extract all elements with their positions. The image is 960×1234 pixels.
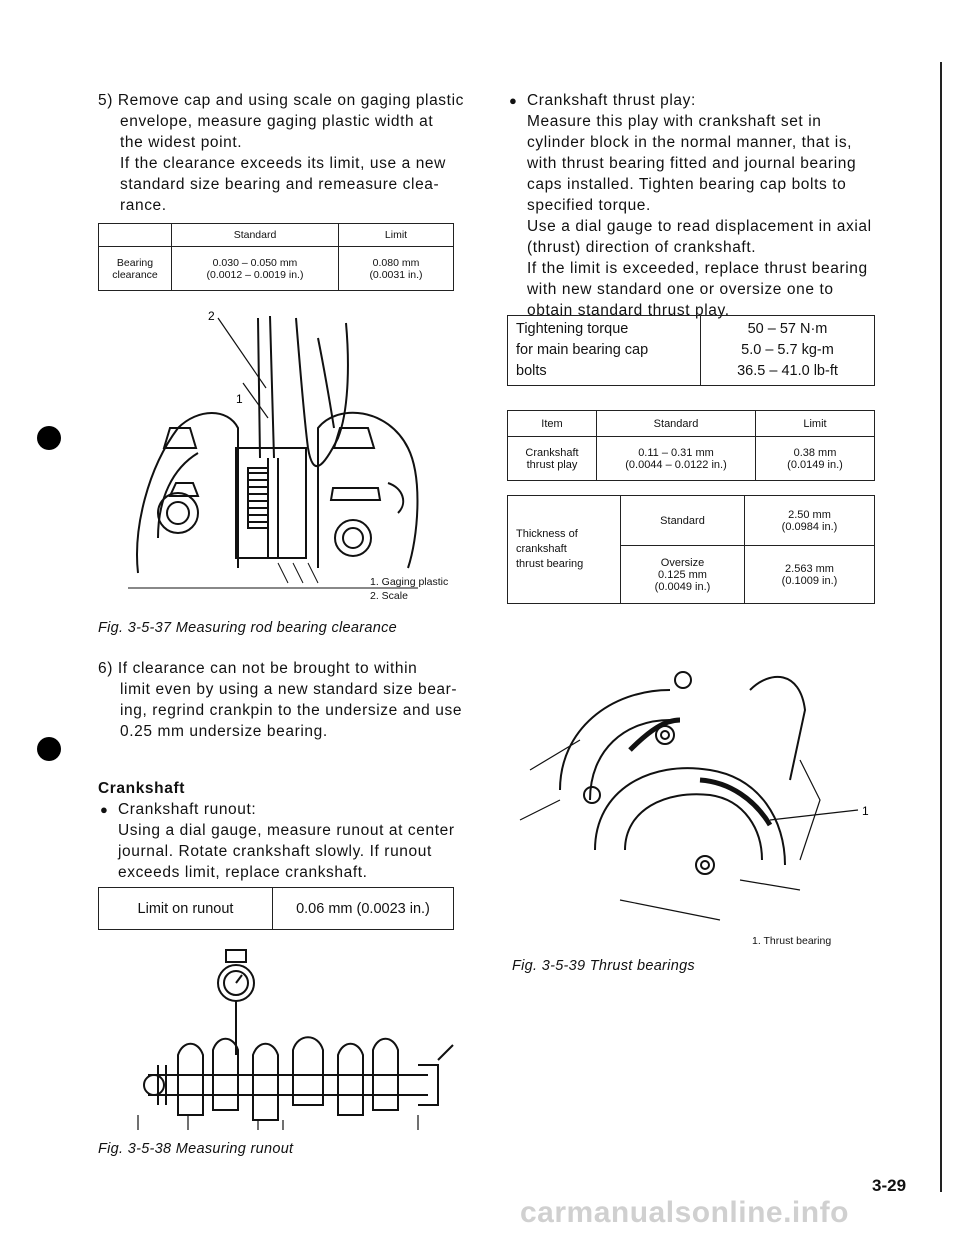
oversize-label: Oversize 0.125 mm (0.0049 in.) (621, 546, 745, 604)
callout-1: 1 (862, 804, 869, 818)
bullet-icon: ● (100, 802, 109, 817)
header-limit: Limit (756, 411, 875, 437)
runout-limit-table (98, 887, 454, 930)
thrust-play-paragraph: ● Crankshaft thrust play: Measure this play with crankshaft set in cylinder block in the normal manner, that is, with thrust bearing fitted and journal bearing caps installed. Tighten bearing cap bolts to specified torque. Use a dial gauge to read displacement in axial (thrust) direction of crankshaft. If the limit is exceeded, replace thrust bearing with new standard one or oversize one to obtain standard thrust play. (509, 92, 872, 319)
bullet-icon: ● (509, 93, 518, 108)
right-margin-rule (940, 62, 942, 1192)
limit-value: 0.38 mm (0.0149 in.) (756, 437, 875, 481)
legend-scale: 2. Scale (370, 590, 408, 602)
thrust-bearing-thickness-table (507, 495, 875, 604)
fig39-legend: 1. Thrust bearing (752, 935, 832, 947)
fig37-caption: Fig. 3-5-37 Measuring rod bearing clearance (98, 620, 398, 636)
row-label: Crankshaft thrust play (508, 437, 597, 481)
figure-rod-bearing-clearance (118, 308, 458, 608)
standard-thickness: 2.50 mm (0.0984 in.) (745, 496, 875, 546)
row-label: Bearing clearance (99, 247, 172, 291)
thrust-play-table (507, 410, 875, 481)
crankshaft-runout-illustration (118, 945, 458, 1130)
fig37-legend (370, 575, 448, 603)
fig39-caption: Fig. 3-5-39 Thrust bearings (512, 958, 695, 974)
step-5-paragraph: 5) Remove cap and using scale on gaging plastic envelope, measure gaging plastic width at the widest point. If the clearance exceeds its limit, use a new standard size bearing and remeasure clea- rance. (98, 92, 464, 214)
thrust-bearing-illustration (500, 650, 880, 930)
header-limit: Limit (339, 224, 454, 247)
header-item: Item (508, 411, 597, 437)
torque-label: Tightening torque for main bearing cap bolts (508, 316, 701, 386)
page-number: 3-29 (872, 1176, 907, 1195)
callout-2: 2 (208, 309, 215, 323)
bearing-clearance-table (98, 223, 454, 291)
standard-value: 0.030 – 0.050 mm (0.0012 – 0.0019 in.) (172, 247, 339, 291)
limit-value: 0.080 mm (0.0031 in.) (339, 247, 454, 291)
standard-value: 0.11 – 0.31 mm (0.0044 – 0.0122 in.) (597, 437, 756, 481)
thickness-label: Thickness of crankshaft thrust bearing (508, 496, 621, 604)
oversize-thickness: 2.563 mm (0.1009 in.) (745, 546, 875, 604)
legend-gaging-plastic: 1. Gaging plastic (370, 576, 449, 588)
callout-1: 1 (236, 392, 243, 406)
figure-thrust-bearings (500, 650, 880, 930)
table-corner-cell (99, 224, 172, 247)
standard-label: Standard (621, 496, 745, 546)
punch-hole-top (37, 426, 61, 450)
fig38-caption: Fig. 3-5-38 Measuring runout (98, 1141, 294, 1157)
step-6-paragraph: 6) If clearance can not be brought to within limit even by using a new standard size bear- ing, regrind crankpin to the undersize and use 0.25 mm undersize bearing. (98, 660, 463, 740)
torque-value: 50 – 57 N·m 5.0 – 5.7 kg-m 36.5 – 41.0 lb-ft (701, 316, 875, 386)
punch-hole-bottom (37, 737, 61, 761)
tightening-torque-table (507, 315, 875, 386)
header-standard: Standard (172, 224, 339, 247)
figure-measuring-runout (118, 945, 458, 1130)
watermark: carmanualsonline.info (520, 1196, 849, 1229)
header-standard: Standard (597, 411, 756, 437)
crankshaft-heading: Crankshaft (98, 780, 185, 797)
rod-bearing-illustration (118, 308, 458, 608)
runout-paragraph: ● Crankshaft runout: Using a dial gauge, measure runout at center journal. Rotate crankshaft slowly. If runout exceeds limit, replace crankshaft. (100, 801, 455, 881)
runout-value: 0.06 mm (0.0023 in.) (273, 888, 454, 930)
runout-label: Limit on runout (99, 888, 273, 930)
